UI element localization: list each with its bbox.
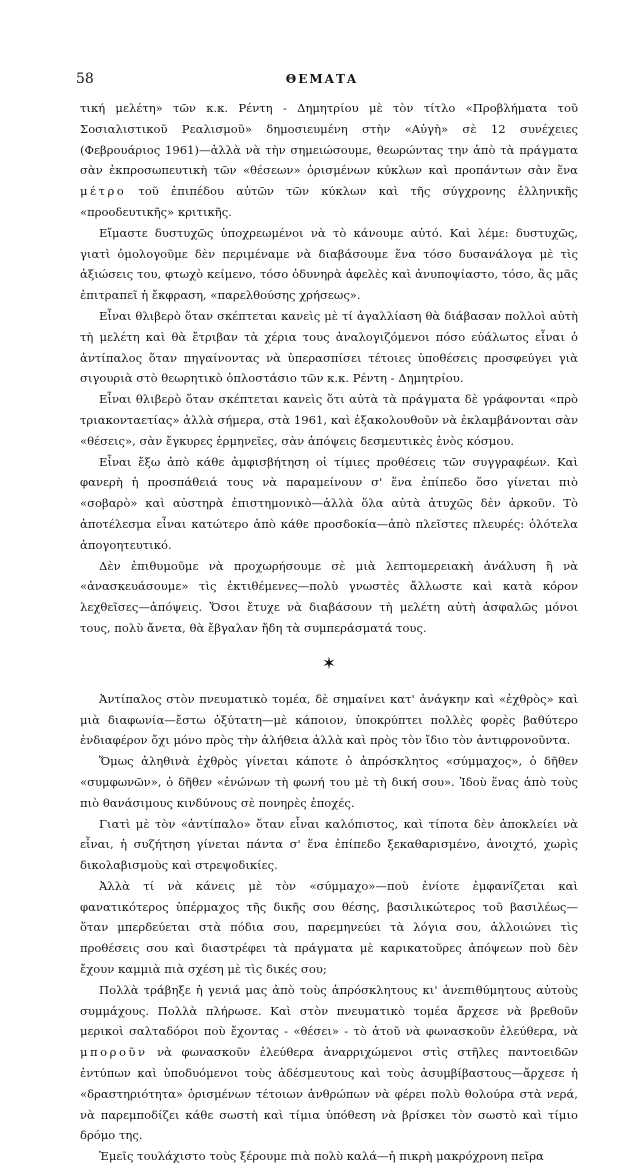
paragraph: Δὲν ἐπιθυμοῦμε νὰ προχωρήσουμε σὲ μιὰ λεπτομερειακὴ ἀνάλυση ἢ νὰ «ἀνασκευάσουμε» τὶς ἐκτιθέμενες—πολὺ γνωστὲς ἄλλωστε καὶ κατὰ κόρον λεχθεῖσες—ἀπόψεις. Ὅσοι ἔτυχε νὰ διαβάσουν τὴ μελέτη αὐτὴ ἀσφαλῶς μόνοι τους, πολὺ ἄνετα, θὰ ἔβγαλαν ἤδη τὰ συμπεράσματά τους. <box>80 558 578 635</box>
running-title: ΘΕΜΑΤΑ <box>285 72 359 86</box>
page-header <box>0 71 644 91</box>
paragraph-text: τοῦ ἐπιπέδου αὐτῶν τῶν κύκλων καὶ τῆς σύγχρονης ἑλληνικῆς «προοδευτικῆς» κριτικῆς. <box>80 184 578 219</box>
paragraph: Ἐμεῖς τουλάχιστο τοὺς ξέρουμε πιὰ πολὺ καλά—ἡ πικρὴ μακρόχρονη πεῖρα <box>99 1149 544 1164</box>
paragraph: Εἴμαστε δυστυχῶς ὑποχρεωμένοι νὰ τὸ κάνουμε αὐτό. Καὶ λέμε: δυστυχῶς, γιατὶ ὁμολογοῦμε δὲν περιμέναμε νὰ διαβάσουμε ἕνα τόσο δυσανάλογα μὲ τὶς ἀξιώσεις του, φτωχὸ κείμενο, τόσο ὀδυνηρὰ ἀφελὲς καὶ ἀνυποψίαστο, τόσο, ἂς μᾶς ἐπιτραπεῖ ἡ ἔκφραση, «παρελθούσης χρήσεως». <box>80 225 578 303</box>
paragraph <box>80 980 578 1146</box>
paragraph-text: τική μελέτη» τῶν κ.κ. Ρέντη - Δημητρίου μὲ τὸν τίτλο «Προβλήματα τοῦ Σοσιαλιστικοῦ Ρεαλισμοῦ» δημοσιευμένη στὴν «Αὐγὴ» σὲ 12 συνέχειες (Φεβρουάριος 1961)—ἀλλὰ νὰ τὴν σημειώσουμε, θεωρώντας την ἀπὸ τὰ πράγματα σὰν ἐκπροσωπευτικὴ τῶν «θέσεων» ὁρισμένων κύκλων καὶ προπάντων σὰν ἕνα <box>80 101 578 178</box>
paragraph <box>80 98 578 223</box>
paragraph: Εἶναι ἔξω ἀπὸ κάθε ἀμφισβήτηση οἱ τίμιες προθέσεις τῶν συγγραφέων. Καὶ φανερὴ ἡ προσπάθειά τους νὰ παραμείνουν σ' ἕνα ἐπίπεδο ὅσο γίνεται πιὸ «σοβαρὸ» καὶ αὐστηρὰ ἐπιστημονικὸ—ἀλλὰ ὅλα αὐτὰ ἀτυχῶς δὲν ἀρκοῦν. Τὸ ἀποτέλεσμα εἶναι κατώτερο ἀπὸ κάθε προσδοκία—ἀπὸ πλεῖστες πλευρές: ὁλότελα ἀπογοητευτικό. <box>80 454 578 552</box>
body-text <box>80 98 578 1167</box>
paragraph: Εἶναι θλιβερὸ ὅταν σκέπτεται κανεὶς ὅτι αὐτὰ τὰ πράγματα δὲ γράφονται «πρὸ τριακονταετίας» ἀλλὰ σήμερα, στὰ 1961, καὶ ἐξακολουθοῦν νὰ ἐκλαμβάνονται σὰν «θέσεις», σὰν ἔγκυρες ἑρμηνεῖες, σὰν ἀπόψεις δεσμευτικὲς ἑνὸς κόσμου. <box>80 392 578 448</box>
emphasized-word: μποροῦν <box>80 1045 148 1060</box>
paragraph-text: Πολλὰ τράβηξε ἡ γενιά μας ἀπὸ τοὺς ἀπρόσκλητους κι' ἀνεπιθύμητους αὐτοὺς συμμάχους. Πολλὰ πλήρωσε. Καὶ στὸν πνευματικὸ τομέα ἄρχεσε νὰ βρεθοῦν μερικοὶ σαλταδόροι ποὺ ἔχοντας - «θέσει» - τὸ ἀτοῦ νὰ φωνασκοῦν ἐλεύθερα, νὰ <box>80 982 578 1039</box>
paragraph: Ἀντίπαλος στὸν πνευματικὸ τομέα, δὲ σημαίνει κατ' ἀνάγκην καὶ «ἐχθρὸς» καὶ μιὰ διαφωνία—ἔστω ὀξύτατη—μὲ κάποιον, ὑποκρύπτει πολλὲς φορὲς βαθύτερο ἐνδιαφέρον ὄχι μόνο πρὸς τὴν ἀλήθεια ἀλλὰ καὶ πρὸς τὸν ἴδιο τὸν ἀντιφρονοῦντα. <box>80 691 578 748</box>
paragraph: Γιατὶ μὲ τὸν «ἀντίπαλο» ὅταν εἶναι καλόπιστος, καὶ τίποτα δὲν ἀποκλείει νὰ εἶναι, ἡ συζήτηση γίνεται πάντα σ' ἕνα ἐπίπεδο ξεκαθαρισμένο, ἀνοιχτό, χωρὶς δικολαβισμοὺς καὶ στρεψοδικίες. <box>80 816 578 873</box>
paragraph: Ὅμως ἀληθινὰ ἐχθρὸς γίνεται κάποτε ὁ ἀπρόσκλητος «σύμμαχος», ὁ δῆθεν «συμφωνῶν», ὁ δῆθεν «ἑνώνων τὴ φωνή του μὲ τὴ δική σου». Ἰδοὺ ἕνας ἀπὸ τοὺς πιὸ θανάσιμους κινδύνους σὲ πονηρὲς ἐποχές. <box>80 754 578 810</box>
emphasized-word: μέτρο <box>80 184 127 199</box>
paragraph-text: νὰ φωνασκοῦν ἐλεύθερα ἀναρριχώμενοι στὶς στῆλες παντοειδῶν ἐντύπων καὶ ὑποδυόμενοι τοὺς ἀδέσμευτους καὶ τοὺς ἀσυμβίβαστους—ἄρχεσε ἡ «δραστηριότητα» ὁρισμένων τέτοιων ἀνθρώπων νὰ φέρει πολὺ θολούρα στὰ νερά, νὰ παρεμποδίζει κάθε σωστὴ καὶ τίμια ὑπόθεση νὰ βρίσκει τὸν σωστὸ καὶ τίμιο δρόμο της. <box>80 1045 578 1143</box>
paragraph: Ἀλλὰ τί νὰ κάνεις μὲ τὸν «σύμμαχο»—ποὺ ἐνίοτε ἐμφανίζεται καὶ φανατικότερος ὑπέρμαχος τῆς δικῆς σου θέσης, βασιλικώτερος τοῦ βασιλέως—ὅταν μπερδεύεται στὰ πόδια σου, παρεμηνεύει τὰ λόγια σου, ἀλλοιώνει τὶς προθέσεις σου καὶ διαστρέφει τὰ πράγματα μὲ καρικατοῦρες ἀπόψεων ποὺ δὲν ἔχουν καμμιὰ πιὰ σχέση μὲ τὶς δικές σου; <box>80 878 578 977</box>
star-separator-icon: ✶ <box>321 653 337 674</box>
page-number: 58 <box>76 71 94 87</box>
paragraph: Εἶναι θλιβερὸ ὅταν σκέπτεται κανεὶς μὲ τί ἀγαλλίαση θὰ διάβασαν πολλοὶ αὐτὴ τὴ μελέτη καὶ θὰ ἔτριβαν τὰ χέρια τους ἀναλογιζόμενοι πόσο εὐάλωτος εἶναι ὁ ἀντίπαλος ὅταν πηγαίνοντας νὰ ὑπερασπίσει τέτοιες ὑποθέσεις προσφεύγει γιὰ σιγουριὰ στὸ θεωρητικὸ ὁπλοστάσιο τῶν κ.κ. Ρέντη - Δημητρίου. <box>80 308 578 386</box>
